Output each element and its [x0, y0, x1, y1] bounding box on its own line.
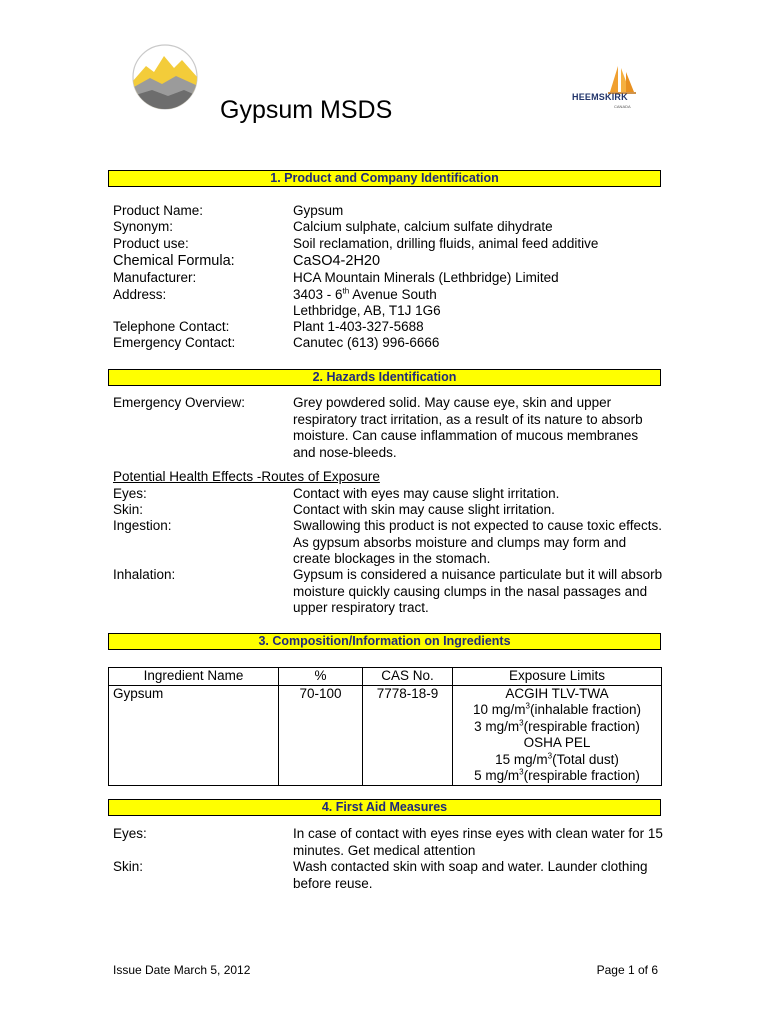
limit-line: 3 $mg/m^3(respirable$ fraction) — [474, 718, 640, 734]
first-aid-skin-label: Skin: — [113, 859, 144, 874]
percent-cell: 70-100 — [279, 685, 363, 785]
inhalation-label: Inhalation: — [113, 567, 176, 582]
ingestion-effect: Swallowing this product is not expected to cause toxic effects. As gypsum absorbs moisture and clumps may form and create blockages in the stomach. — [293, 518, 662, 566]
eyes-label: Eyes: — [113, 486, 147, 501]
skin-effect: Contact with skin may cause slight irritation. — [293, 502, 555, 517]
emergency-overview-label: Emergency Overview: — [113, 395, 246, 410]
health-effects-heading: Potential Health Effects -Routes of Exposure — [113, 469, 380, 484]
ingredient-name-cell: Gypsum — [109, 685, 279, 785]
product-use-label: Product use: — [113, 236, 189, 251]
manufacturer-value: HCA Mountain Minerals (Lethbridge) Limited — [293, 270, 559, 285]
ingestion-label: Ingestion: — [113, 518, 172, 533]
first-aid-skin-text: Wash contacted skin with soap and water. Launder clothing before reuse. — [293, 859, 648, 891]
brand-name: HEEMSKIRK — [572, 92, 628, 102]
telephone-label: Telephone Contact: — [113, 319, 230, 334]
heemskirk-logo — [572, 64, 660, 124]
section-2-header: 2. Hazards Identification — [108, 369, 661, 386]
table-header-row — [109, 668, 662, 686]
limit-line: 10 $mg/m^3(inhalable$ fraction) — [472, 701, 642, 717]
column-header: Ingredient Name — [109, 668, 279, 686]
column-header: % — [279, 668, 363, 686]
product-name-value: Gypsum — [293, 203, 344, 218]
column-header: Exposure Limits — [453, 668, 662, 686]
first-aid-eyes-text: In case of contact with eyes rinse eyes with clean water for 15 minutes. Get medical attention — [293, 826, 663, 858]
address-line-1: 3403 - 6th Avenue South — [293, 286, 437, 302]
emergency-contact-label: Emergency Contact: — [113, 335, 236, 350]
eyes-effect: Contact with eyes may cause slight irritation. — [293, 486, 560, 501]
section-1-header: 1. Product and Company Identification — [108, 170, 661, 187]
synonym-value: Calcium sulphate, calcium sulfate dihydrate — [293, 219, 553, 234]
synonym-label: Synonym: — [113, 219, 174, 234]
emergency-contact-value: Canutec (613) 996-6666 — [293, 335, 440, 350]
cas-number-cell: 7778-18-9 — [363, 685, 453, 785]
limit-line: 15 $mg/m^3(Total$ dust) — [495, 751, 619, 767]
emergency-overview-text: Grey powdered solid. May cause eye, skin and upper respiratory tract irritation, as a result of its nature to absorb moisture. Can cause inflammation of mucous membranes and nose-bleeds. — [293, 395, 643, 460]
address-label: Address: — [113, 287, 167, 302]
document-title: Gypsum MSDS — [220, 96, 393, 124]
section-4-header: 4. First Aid Measures — [108, 799, 661, 816]
chemical-formula-label: Chemical Formula: — [113, 253, 235, 269]
skin-label: Skin: — [113, 502, 144, 517]
telephone-value: Plant 1-403-327-5688 — [293, 319, 424, 334]
product-name-label: Product Name: — [113, 203, 204, 218]
exposure-limits-cell — [453, 685, 662, 785]
ingredients-table — [108, 667, 662, 786]
limit-line: 5 $mg/m^3(respirable$ fraction) — [474, 767, 640, 783]
page-number: Page 1 of 6 — [596, 963, 658, 977]
brand-subtitle: CANADA — [614, 104, 631, 109]
company-logo — [132, 44, 198, 110]
address-line-2: Lethbridge, AB, T1J 1G6 — [293, 303, 441, 318]
manufacturer-label: Manufacturer: — [113, 270, 197, 285]
product-use-value: Soil reclamation, drilling fluids, animal feed additive — [293, 236, 599, 251]
inhalation-effect: Gypsum is considered a nuisance particulate but it will absorb moisture quickly causing clumps in the nasal passages and upper respiratory tract. — [293, 567, 663, 615]
column-header: CAS No. — [363, 668, 453, 686]
table-row — [109, 685, 662, 785]
osha-label: OSHA PEL — [523, 735, 591, 750]
first-aid-eyes-label: Eyes: — [113, 826, 147, 841]
section-3-header: 3. Composition/Information on Ingredients — [108, 633, 661, 650]
acgih-label: ACGIH TLV-TWA — [505, 685, 609, 701]
chemical-formula-value: CaSO4-2H20 — [293, 253, 381, 269]
issue-date: Issue Date March 5, 2012 — [113, 963, 251, 977]
